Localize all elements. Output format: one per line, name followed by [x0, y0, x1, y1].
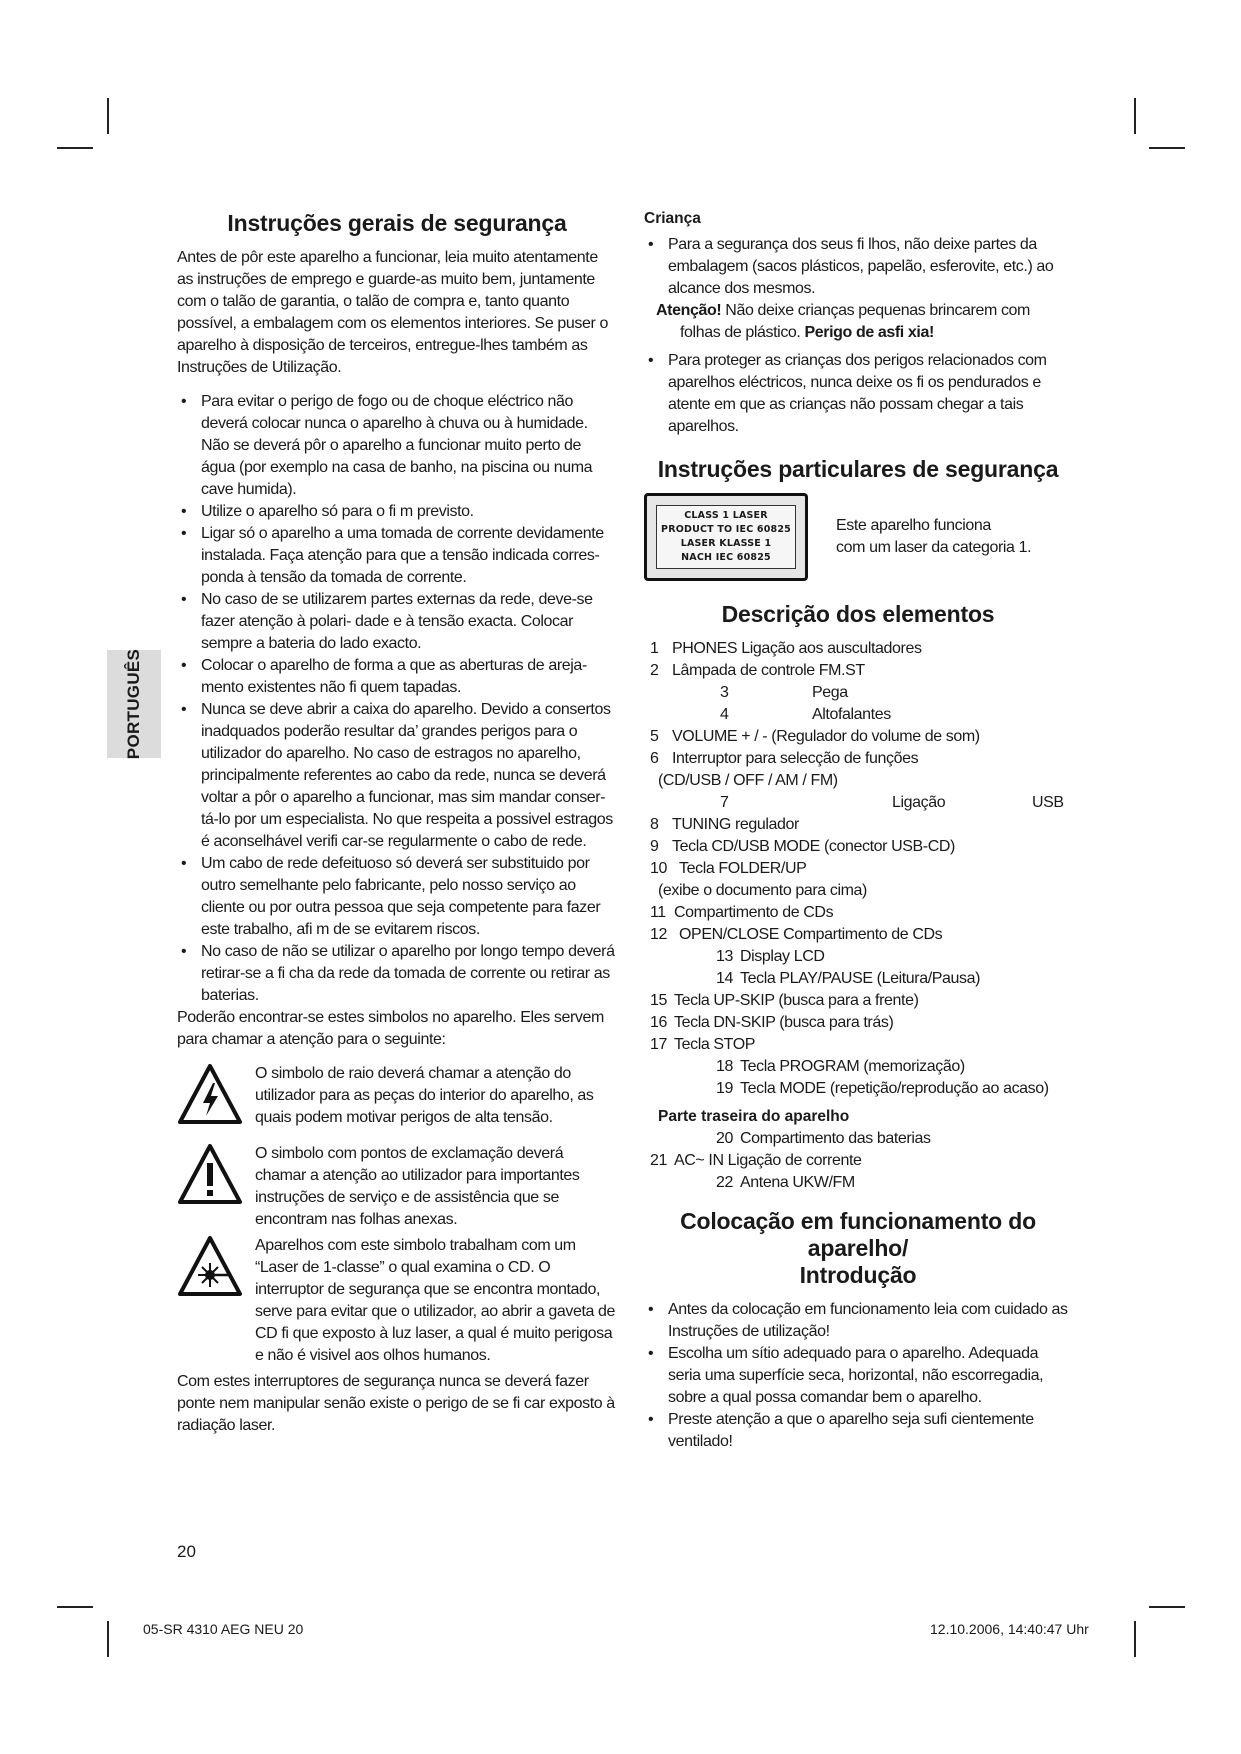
rear-elements-list — [644, 1128, 1072, 1194]
startup-title-line: Colocação em funcionamento do aparelho/ — [680, 1208, 1036, 1261]
list-item — [644, 1012, 1072, 1034]
list-item: • Escolha um sítio adequado para o aparelho. Adequada seria uma superfície seca, horizontal, não escorregadia, sobre a qual possa comandar bem o aparelho. — [644, 1343, 1072, 1409]
laser-warning-icon — [177, 1235, 255, 1311]
closing-paragraph: Com estes interruptores de segurança nunca se deverá fazer ponte nem manipular senão existe o perigo de se fi car exposto à radiação laser. — [177, 1373, 615, 1434]
laser-class-label — [644, 493, 808, 581]
list-item — [644, 748, 1072, 770]
element-label: Tecla CD/USB MODE (conector USB-CD) — [672, 838, 955, 855]
element-label: Antena UKW/FM — [740, 1174, 855, 1191]
list-item: • Preste atenção a que o aparelho seja sufi cientemente ventilado! — [644, 1409, 1072, 1453]
list-item: • Antes da colocação em funcionamento leia com cuidado as Instruções de utilização! — [644, 1299, 1072, 1343]
crop-mark — [107, 98, 109, 134]
laser-label-inner — [656, 505, 796, 569]
element-number: 7 — [720, 794, 729, 811]
list-item — [644, 682, 1072, 704]
list-item: • Um cabo de rede defeituoso só deverá ser substituido por outro semelhante pelo fabricante, pelo nosso serviço ao cliente ou por outra pessoa que seja competente para fazer este trabalho, afi m de se evitarem riscos. — [177, 853, 617, 941]
list-item — [644, 1172, 1072, 1194]
footer-timestamp: 12.10.2006, 14:40:47 Uhr — [930, 1621, 1089, 1637]
laser-symbol-text: Aparelhos com este simbolo trabalham com um “Laser de 1-classe” o qual examina o CD. O interruptor de segurança que se encontra montado, serve para evitar que o utilizador, ao abrir a gaveta de CD fi que exposto à luz laser, a qual é muito perigosa e não é visivel aos olhos humanos. — [255, 1237, 616, 1364]
element-label: TUNING regulador — [672, 816, 799, 833]
exclamation-symbol-text: O simbolo com pontos de exclamação deverá chamar a atenção ao utilizador para importantes instruções de serviço e de assistência que se encontram nas folhas anexas. — [255, 1145, 580, 1228]
list-item: • No caso de se utilizarem partes externas da rede, deve-se fazer atenção à polari- dade e à tensão exacta. Colocar sempre a bateria do lado exacto. — [177, 589, 617, 655]
list-item — [644, 1056, 1072, 1078]
child-safety-list — [644, 234, 1072, 300]
elements-title: Descrição dos elementos — [721, 601, 995, 627]
lightning-warning-icon — [177, 1063, 255, 1139]
list-item — [644, 990, 1072, 1012]
element-number: 19 — [716, 1080, 733, 1097]
list-item: • Para a segurança dos seus fi lhos, não deixe partes da embalagem (sacos plásticos, papelão, esferovite, etc.) ao alcance dos mesmos. — [644, 234, 1072, 300]
rear-panel-title: Parte traseira do aparelho — [658, 1108, 850, 1125]
element-number: 20 — [716, 1130, 733, 1147]
list-item — [644, 704, 1072, 726]
list-item — [644, 638, 1072, 660]
element-label: Altofalantes — [812, 706, 891, 723]
language-tab — [107, 650, 161, 758]
general-safety-title: Instruções gerais de segurança — [227, 210, 567, 236]
element-label: Tecla MODE (repetição/reprodução ao acaso) — [740, 1080, 1049, 1097]
element-label: Interruptor para selecção de funções — [672, 750, 919, 767]
list-item — [644, 924, 1072, 946]
element-number: 15 — [650, 992, 667, 1009]
element-number: 12 — [650, 926, 667, 943]
startup-title — [644, 1208, 1072, 1289]
element-label: OPEN/CLOSE Compartimento de CDs — [679, 926, 943, 943]
element-number: 22 — [716, 1174, 733, 1191]
element-label: Lâmpada de controle FM.ST — [672, 662, 865, 679]
element-number: 1 — [650, 640, 659, 657]
list-item: • Para proteger as crianças dos perigos relacionados com aparelhos eléctricos, nunca deixe os fi os pendurados e atente em que as crianças não possam chegar a tais aparelhos. — [644, 350, 1072, 438]
crop-mark — [1134, 98, 1136, 134]
laser-label-line: PRODUCT TO IEC 60825 — [661, 524, 791, 535]
startup-title-line: Introdução — [799, 1262, 917, 1288]
element-number: 13 — [716, 948, 733, 965]
list-item — [644, 1078, 1072, 1100]
crop-mark — [1134, 1621, 1136, 1657]
element-label: Tecla PROGRAM (memorização) — [740, 1058, 965, 1075]
crop-mark — [1149, 147, 1185, 149]
symbol-row — [177, 1063, 617, 1139]
symbols-intro: Poderão encontrar-se estes simbolos no aparelho. Eles servem para chamar a atenção para o seguinte: — [177, 1009, 604, 1048]
element-label: Tecla PLAY/PAUSE (Leitura/Pausa) — [740, 970, 981, 987]
list-item — [644, 902, 1072, 924]
list-item — [644, 836, 1072, 858]
element-number: 16 — [650, 1014, 667, 1031]
list-item — [644, 1034, 1072, 1056]
crop-mark — [107, 1621, 109, 1657]
list-item — [644, 946, 1072, 968]
list-item — [644, 792, 1072, 814]
element-number: 4 — [720, 706, 729, 723]
element-label: Ligação — [892, 794, 946, 811]
laser-label-line: NACH IEC 60825 — [681, 552, 771, 563]
element-label: Tecla DN-SKIP (busca para trás) — [674, 1014, 894, 1031]
list-item — [644, 770, 1072, 792]
laser-class-row — [644, 493, 1072, 581]
element-number: 9 — [650, 838, 659, 855]
element-number: 5 — [650, 728, 659, 745]
attention-note — [644, 300, 1072, 344]
list-item: • Ligar só o aparelho a uma tomada de corrente devidamente instalada. Faça atenção para que a tensão indicada corres- ponda à tensão da tomada de corrente. — [177, 523, 617, 589]
element-label: VOLUME + / - (Regulador do volume de som) — [672, 728, 980, 745]
list-item: • Nunca se deve abrir a caixa do aparelho. Devido a consertos inadquados poderão resultar da’ grandes perigos para o utilizador do aparelho. No caso de estragos no aparelho, principalmente referentes ao cabo da rede, nunca se deverá voltar a pôr o aparelho a funcionar, mas sim mandar conser- tá-lo por um especialista. No que respeita a possivel estragos é aconselhável verifi car-se regularmente o cabo de rede. — [177, 699, 617, 853]
element-number: 11 — [650, 904, 666, 921]
laser-text-line: com um laser da categoria 1. — [836, 539, 1032, 556]
element-label-usb: USB — [1032, 794, 1064, 811]
element-label: AC~ IN Ligação de corrente — [674, 1152, 862, 1169]
element-label: Compartimento de CDs — [674, 904, 834, 921]
list-item — [644, 858, 1072, 880]
laser-text-line: Este aparelho funciona — [836, 517, 991, 534]
symbol-row — [177, 1235, 617, 1367]
left-column — [177, 210, 617, 1437]
element-label: Display LCD — [740, 948, 825, 965]
lightning-symbol-text: O simbolo de raio deverá chamar a atenção do utilizador para as peças do interior do aparelho, as quais podem motivar perigos de alta tensão. — [255, 1065, 594, 1126]
element-number: 6 — [650, 750, 659, 767]
general-safety-list — [177, 391, 617, 1007]
element-number: 14 — [716, 970, 733, 987]
startup-list — [644, 1299, 1072, 1453]
list-item — [644, 814, 1072, 836]
footer-file-info: 05-SR 4310 AEG NEU 20 — [143, 1621, 304, 1637]
element-label: PHONES Ligação aos auscultadores — [672, 640, 922, 657]
list-item — [644, 1150, 1072, 1172]
element-label: Tecla FOLDER/UP — [679, 860, 807, 877]
list-item — [644, 726, 1072, 748]
element-label: Tecla UP-SKIP (busca para a frente) — [674, 992, 919, 1009]
child-safety-list-2 — [644, 350, 1072, 438]
list-item — [644, 1128, 1072, 1150]
general-safety-intro: Antes de pôr este aparelho a funcionar, leia muito atentamente as instruções de emprego e guarde-as muito bem, juntamente com o talão de garantia, o talão de compra e, tanto quanto possível, a embalagem com os elementos interiores. Se puser o aparelho à disposição de terceiros, entregue-lhes também as Instruções de Utilização. — [177, 249, 608, 376]
laser-class-text — [836, 515, 1031, 559]
elements-list — [644, 638, 1072, 1100]
crop-mark — [1149, 1606, 1185, 1608]
crop-mark — [57, 147, 93, 149]
list-item: • No caso de não se utilizar o aparelho por longo tempo deverá retirar-se a fi cha da rede da tomada de corrente ou retirar as baterias. — [177, 941, 617, 1007]
attention-continuation: folhas de plástico. — [680, 324, 805, 341]
element-number: 10 — [650, 860, 667, 877]
element-number: 3 — [720, 684, 729, 701]
language-tab-label: PORTUGUÊS — [124, 648, 143, 760]
element-number: 8 — [650, 816, 659, 833]
list-item — [644, 660, 1072, 682]
element-number: 21 — [650, 1152, 667, 1169]
symbol-row — [177, 1143, 617, 1231]
attention-suffocation-warning: Perigo de asfi xia! — [804, 324, 934, 341]
element-number: 2 — [650, 662, 659, 679]
element-number: 18 — [716, 1058, 733, 1075]
exclamation-warning-icon — [177, 1143, 255, 1219]
laser-label-line: LASER KLASSE 1 — [680, 538, 772, 549]
right-column — [644, 210, 1072, 1453]
list-item: • Para evitar o perigo de fogo ou de choque eléctrico não deverá colocar nunca o aparelho à chuva ou à humidade. Não se deverá pôr o aparelho a funcionar muito perto de água (por exemplo na casa de banho, na piscina ou numa cave humida). — [177, 391, 617, 501]
list-item — [644, 880, 1072, 902]
element-label: (CD/USB / OFF / AM / FM) — [658, 772, 838, 789]
attention-text: Não deixe crianças pequenas brincarem com — [721, 302, 1030, 319]
element-label: Pega — [812, 684, 848, 701]
page-number: 20 — [177, 1542, 196, 1561]
list-item: • Colocar o aparelho de forma a que as aberturas de areja- mento existentes não fi quem tapadas. — [177, 655, 617, 699]
particular-safety-title: Instruções particulares de segurança — [657, 456, 1059, 482]
crop-mark — [57, 1606, 93, 1608]
element-label: (exibe o documento para cima) — [658, 882, 867, 899]
list-item — [644, 968, 1072, 990]
attention-label: Atenção! — [656, 302, 722, 319]
list-item: • Utilize o aparelho só para o fi m previsto. — [177, 501, 617, 523]
child-safety-title: Criança — [644, 210, 701, 227]
element-number: 17 — [650, 1036, 667, 1053]
laser-label-line: CLASS 1 LASER — [684, 510, 768, 521]
element-label: Compartimento das baterias — [740, 1130, 931, 1147]
element-label: Tecla STOP — [674, 1036, 756, 1053]
